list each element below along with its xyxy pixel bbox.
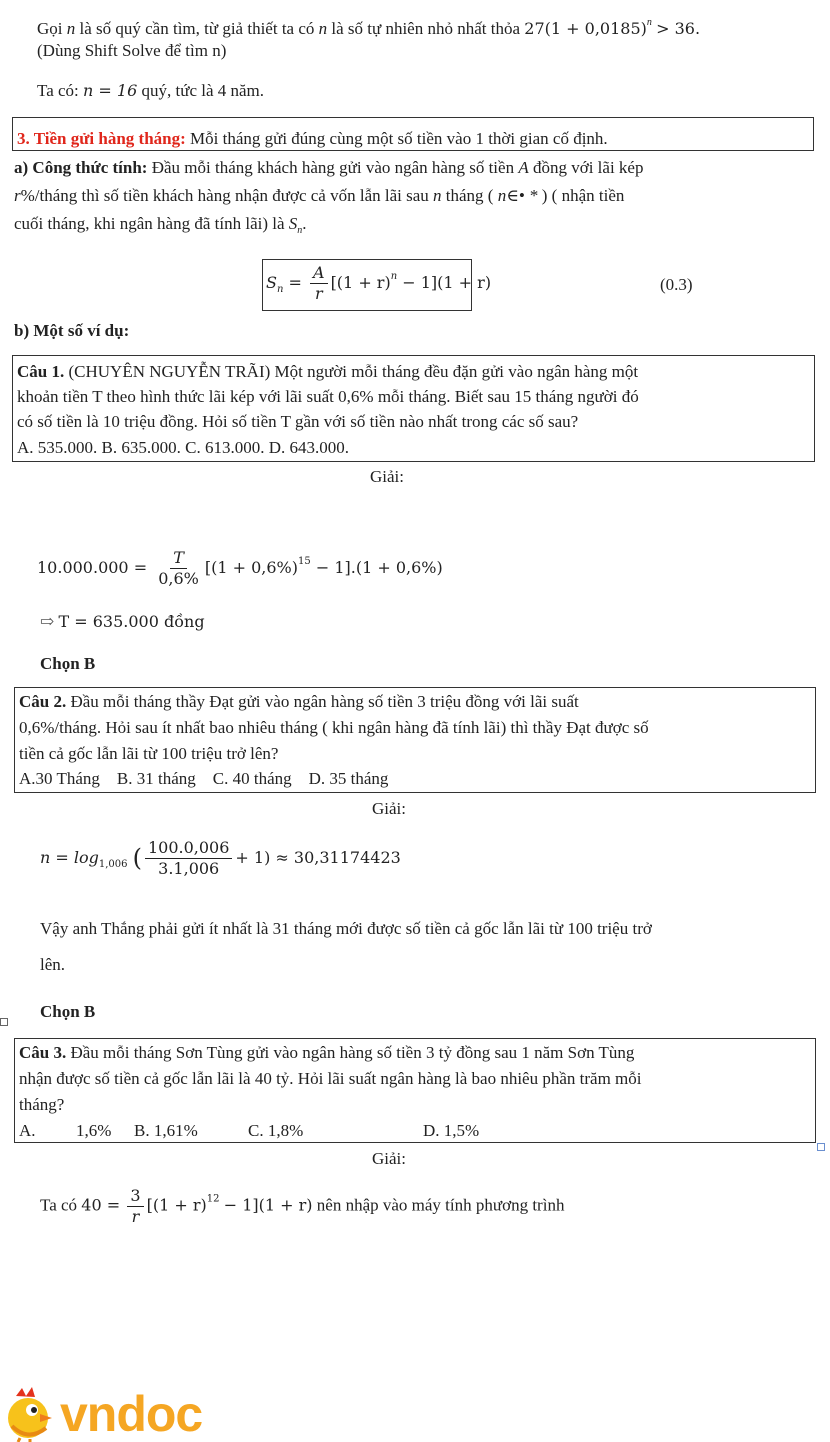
equation-lhs: n = log [40, 848, 99, 867]
result-text: T = 635.000 đồng [58, 612, 205, 631]
option-a-value: 1,6% [76, 1121, 112, 1140]
denominator: r [314, 284, 323, 303]
denominator: r [131, 1207, 140, 1226]
fraction [145, 838, 232, 879]
answer-choice: Chọn B [40, 654, 96, 673]
solution-heading: Giải: [372, 799, 406, 818]
text: cuối tháng, khi ngân hàng đã tính lãi) là [14, 214, 285, 233]
numerator: A [310, 263, 328, 284]
exponent: 12 [206, 1193, 220, 1205]
question-2-text-3: tiền cả gốc lẫn lãi từ 100 triệu trở lên? [19, 744, 279, 763]
solution-heading: Giải: [372, 1149, 406, 1168]
text: là số quý cần tìm, từ giả thiết ta có [79, 19, 315, 38]
equation-tag: (0.3) [660, 275, 693, 294]
equation-tail: + 1) ≈ 30,31174423 [235, 848, 401, 867]
option-d: D. 1,5% [423, 1121, 480, 1140]
formula-body: [(1 + r) [330, 273, 391, 292]
text: Đầu mỗi tháng Sơn Tùng gửi vào ngân hàng số tiền 3 tỷ đồng sau 1 năm Sơn Tùng [70, 1043, 635, 1062]
fraction [310, 263, 328, 304]
conclusion-line-1: Vậy anh Thắng phải gửi ít nhất là 31 tháng mới được số tiền cả gốc lẫn lãi từ 100 triệu trở [40, 919, 652, 938]
text: Ta có [40, 1195, 78, 1215]
text: Ta có: [37, 81, 79, 100]
text: là số tự nhiên nhỏ nhất thỏa [331, 19, 521, 38]
equation-body: [(1 + r) [146, 1195, 207, 1215]
subheading: a) Công thức tính: [14, 158, 148, 177]
equation-body: [(1 + 0,6%) [204, 558, 298, 577]
equation-lhs: 40 = [81, 1195, 121, 1215]
question-1-options: A. 535.000. B. 635.000. C. 613.000. D. 643.000. [17, 438, 349, 457]
question-2-options: A.30 Tháng B. 31 tháng C. 40 tháng D. 35 tháng [19, 769, 389, 788]
intro-line-3 [37, 80, 264, 102]
question-label: Câu 2. [19, 692, 67, 711]
section-3-title [17, 128, 608, 150]
examples-heading: b) Một số ví dụ: [14, 321, 130, 340]
question-3 [19, 1040, 807, 1066]
log-base: 1,006 [98, 859, 128, 870]
formula: n = 16 [83, 81, 138, 100]
numerator: 100.0,006 [145, 838, 232, 859]
answer-choice: Chọn B [40, 1002, 96, 1021]
text: Mỗi tháng gửi đúng cùng một số tiền vào 1 thời gian cố định. [190, 129, 608, 148]
numerator: T [170, 548, 187, 569]
question-2-equation: $n = \log_{1,006}$ ( $\frac{100.0,006}{3.1,006}$ + 1) ≈ 30,31174423 [40, 838, 401, 878]
section-heading: 3. Tiền gửi hàng tháng: [17, 129, 186, 148]
var-s: S [288, 214, 298, 233]
formula-desc-line-3: cuối tháng, khi ngân hàng đã tính lãi) là $S_n$. [14, 214, 307, 236]
exponent: 15 [298, 556, 311, 567]
text: Đầu mỗi tháng khách hàng gửi vào ngân hàng số tiền [151, 158, 515, 177]
text: Đầu mỗi tháng thầy Đạt gửi vào ngân hàng số tiền 3 triệu đồng với lãi suất [70, 692, 579, 711]
text: Gọi [37, 19, 63, 38]
vndoc-logo [2, 1384, 232, 1442]
equation-tail: − 1].(1 + 0,6%) [315, 558, 443, 577]
conclusion-line-2: lên. [40, 955, 66, 974]
var-n: n [433, 186, 442, 205]
exponent: n [646, 17, 652, 28]
question-label: Câu 3. [19, 1043, 67, 1062]
option-b: B. 1,61% [134, 1121, 198, 1140]
question-3-text-2: nhận được số tiền cả gốc lẫn lãi là 40 tỷ. Hỏi lãi suất ngân hàng là bao nhiêu phần trăm mỗi [19, 1069, 642, 1088]
text: tháng ( [445, 186, 494, 205]
question-1-equation [37, 548, 443, 589]
var-n: n [66, 19, 76, 38]
arrow-icon: ⇨ [40, 612, 55, 631]
chicken-mascot-icon [8, 1387, 52, 1442]
text: nên nhập vào máy tính phương trình [316, 1195, 565, 1215]
question-1 [17, 359, 807, 385]
var-a: A [518, 158, 529, 177]
text: quý, tức là 4 năm. [141, 81, 265, 100]
formula-desc-line-1 [14, 157, 643, 179]
var-r: r [14, 186, 21, 205]
question-label: Câu 1. [17, 362, 65, 381]
intro-line-2: (Dùng Shift Solve để tìm n) [37, 41, 227, 60]
question-2 [19, 689, 807, 715]
formula: 27(1 + 0,0185) [524, 19, 647, 38]
solution-heading: Giải: [370, 467, 404, 486]
formula-desc-line-2 [14, 185, 624, 207]
question-1-text-3: có số tiền là 10 triệu đồng. Hỏi số tiền T gần với số tiền nào nhất trong các số sau? [17, 412, 579, 431]
resize-handle-icon[interactable] [817, 1143, 825, 1151]
var-n: n [318, 19, 328, 38]
question-3-equation [40, 1186, 564, 1227]
anchor-icon [0, 1018, 8, 1026]
denominator: 3.1,006 [158, 859, 220, 878]
question-2-text-2: 0,6%/tháng. Hỏi sau ít nhất bao nhiêu tháng ( khi ngân hàng đã tính lãi) thì thầy Đạt được số [19, 718, 649, 737]
equation-tail: − 1](1 + r) [223, 1195, 313, 1215]
numerator: 3 [127, 1186, 143, 1207]
fraction [127, 1186, 143, 1227]
intro-line-1 [37, 12, 700, 40]
set-notation: n∈• * [497, 186, 538, 205]
var-s: S [266, 273, 277, 292]
question-1-text-2: khoản tiền T theo hình thức lãi kép với lãi suất 0,6% mỗi tháng. Biết sau 15 tháng người đó [17, 387, 639, 406]
text: đồng với lãi kép [532, 158, 644, 177]
equation-lhs: 10.000.000 = [37, 558, 148, 577]
denominator: 0,6% [158, 569, 199, 588]
exponent: n [390, 271, 398, 282]
logo-wordmark: vndoc [60, 1386, 203, 1442]
text: (CHUYÊN NGUYỄN TRÃI) Một người mỗi tháng đều đặn gửi vào ngân hàng một [68, 362, 639, 381]
subscript: n [297, 225, 303, 236]
formula-sn: $S_n$ = $\frac{A}{r}$ $[(1 + r)^n - 1](1 + r)$ [266, 263, 492, 303]
formula-rhs: > 36. [656, 19, 701, 38]
fraction [155, 548, 202, 589]
option-c: C. 1,8% [248, 1121, 304, 1140]
subscript: n [276, 284, 284, 295]
formula-tail: − 1](1 + r) [402, 273, 492, 292]
text: ) ( nhận tiền [541, 186, 625, 205]
text: %/tháng thì số tiền khách hàng nhận được cả vốn lẫn lãi sau [20, 186, 429, 205]
question-1-result [40, 611, 205, 633]
option-a: A. [19, 1121, 36, 1140]
question-3-text-3: tháng? [19, 1095, 65, 1114]
